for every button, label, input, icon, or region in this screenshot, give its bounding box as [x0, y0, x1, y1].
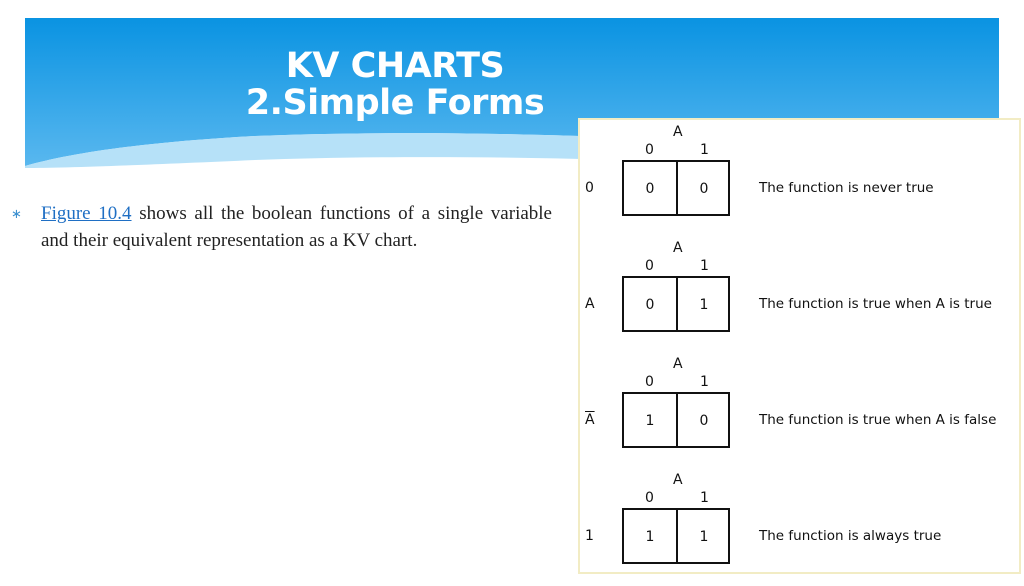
column-header-1: 1	[700, 374, 709, 390]
column-header-1: 1	[700, 142, 709, 158]
kv-chart-true-when-a	[580, 240, 1023, 354]
cell-a1: 1	[699, 297, 709, 313]
title-line-2: 2.Simple Forms	[245, 83, 545, 123]
title-line-1: KV CHARTS	[285, 46, 505, 86]
paragraph-body: shows all the boolean functions of a single variable and their equivalent representation as a KV chart.	[41, 203, 552, 251]
variable-label: A	[673, 472, 683, 488]
bullet-icon: ∗	[11, 207, 22, 222]
kv-chart-true-when-not-a	[580, 356, 1023, 470]
kv-map-box	[622, 160, 730, 216]
function-label-complement: $\overline{A}$	[585, 412, 595, 428]
kv-chart-figure	[578, 118, 1021, 574]
column-header-0: 0	[645, 142, 654, 158]
cell-a0: 0	[645, 297, 655, 313]
variable-label: A	[673, 356, 683, 372]
kv-map-box	[622, 508, 730, 564]
function-label: 0	[585, 180, 594, 196]
column-header-0: 0	[645, 374, 654, 390]
kv-map-box	[622, 276, 730, 332]
variable-label: A	[673, 124, 683, 140]
function-description: The function is always true	[759, 528, 942, 544]
function-description: The function is true when A is true	[759, 296, 992, 312]
function-description: The function is true when A is false	[759, 412, 997, 428]
cell-a0: 0	[645, 181, 655, 197]
column-header-1: 1	[700, 490, 709, 506]
column-header-1: 1	[700, 258, 709, 274]
kv-map-box	[622, 392, 730, 448]
cell-a1: 0	[699, 413, 709, 429]
function-label: A	[585, 296, 595, 312]
column-header-0: 0	[645, 490, 654, 506]
function-label: 1	[585, 528, 594, 544]
function-description: The function is never true	[759, 180, 934, 196]
cell-a0: 1	[645, 413, 655, 429]
bullet-paragraph	[11, 200, 552, 254]
slide-title	[195, 48, 595, 122]
figure-link[interactable]: Figure 10.4	[41, 203, 132, 224]
variable-label: A	[673, 240, 683, 256]
kv-chart-always-true	[580, 472, 1023, 586]
cell-a1: 1	[699, 529, 709, 545]
paragraph-text	[41, 200, 552, 254]
kv-chart-never-true	[580, 124, 1023, 238]
cell-a0: 1	[645, 529, 655, 545]
column-header-0: 0	[645, 258, 654, 274]
cell-a1: 0	[699, 181, 709, 197]
